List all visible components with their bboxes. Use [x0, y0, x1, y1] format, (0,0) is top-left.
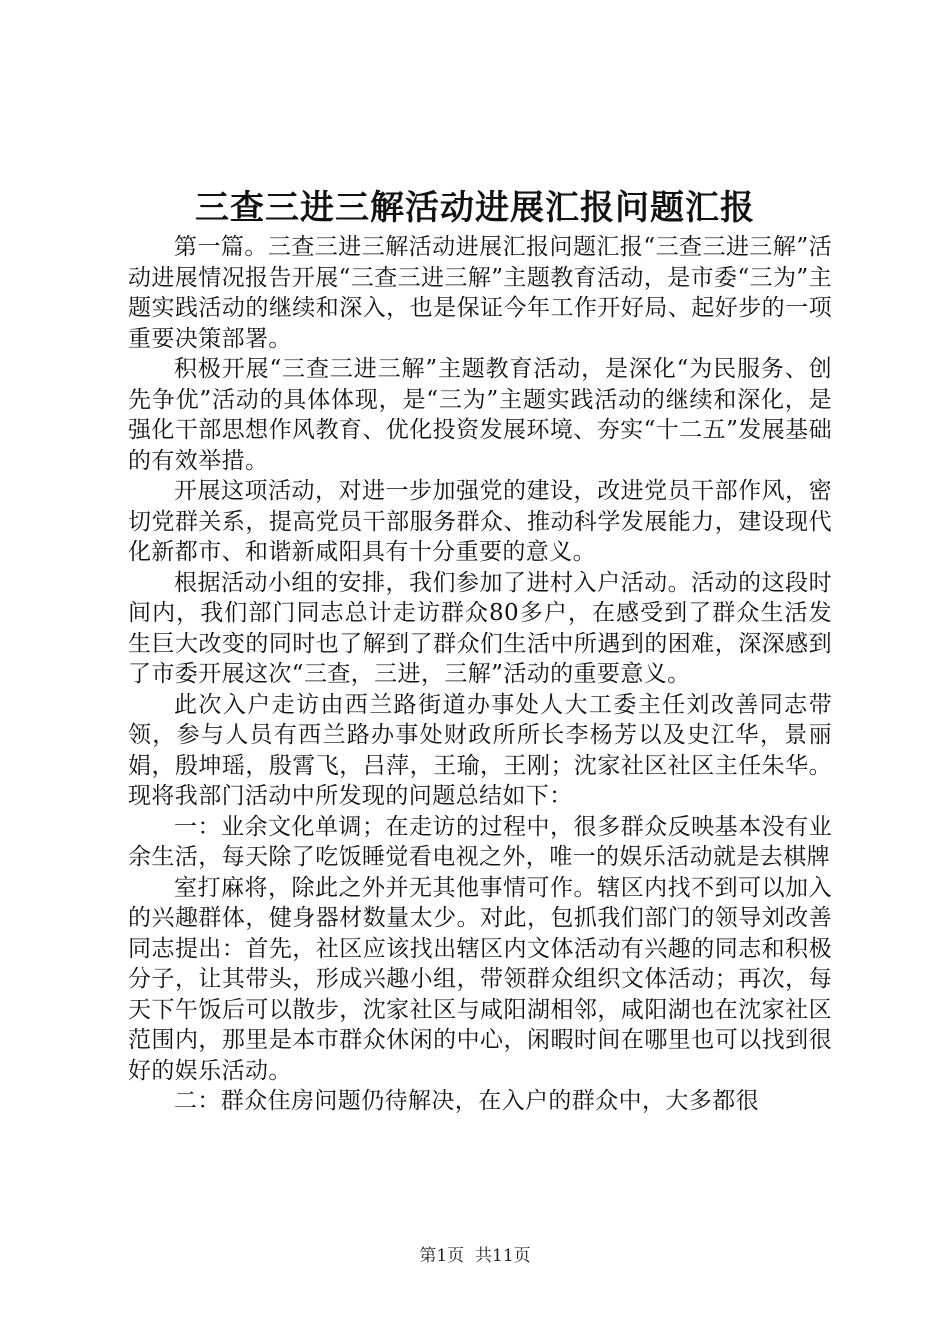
- paragraph: 室打麻将，除此之外并无其他事情可作。辖区内找不到可以加入的兴趣群体，健身器材数量太少。对此，包抓我们部门的领导刘改善同志提出：首先，社区应该找出辖区内文体活动有兴趣的同志和积极分子，让其带头，形成兴趣小组，带领群众组织文体活动；再次，每天下午饭后可以散步，沈家社区与咸阳湖相邻，咸阳湖也在沈家社区范围内，那里是本市群众休闲的中心，闲暇时间在哪里也可以找到很好的娱乐活动。: [128, 874, 832, 1084]
- paragraph: 此次入户走访由西兰路街道办事处人大工委主任刘改善同志带领，参与人员有西兰路办事处财政所所长李杨芳以及史江华，景丽娟，殷坤瑶，殷霄飞，吕萍，王瑜，王刚；沈家社区社区主任朱华。现将我部门活动中所发现的问题总结如下：: [128, 691, 832, 809]
- page-total: 共11页: [475, 1246, 531, 1266]
- paragraph: 第一篇。三查三进三解活动进展汇报问题汇报“三查三进三解”活动进展情况报告开展“三查三进三解”主题教育活动，是市委“三为”主题实践活动的继续和深入，也是保证今年工作开好局、起好步的一项重要决策部署。: [128, 234, 832, 352]
- paragraph: 根据活动小组的安排，我们参加了进村入户活动。活动的这段时间内，我们部门同志总计走访群众80多户，在感受到了群众生活发生巨大改变的同时也了解到了群众们生活中所遇到的困难，深深感到了市委开展这次“三查，三进，三解”活动的重要意义。: [128, 569, 832, 687]
- paragraph: 开展这项活动，对进一步加强党的建设，改进党员干部作风，密切党群关系，提高党员干部服务群众、推动科学发展能力，建设现代化新都市、和谐新咸阳具有十分重要的意义。: [128, 478, 832, 565]
- document-body: [128, 232, 832, 1117]
- paragraph: 一：业余文化单调；在走访的过程中，很多群众反映基本没有业余生活，每天除了吃饭睡觉看电视之外，唯一的娱乐活动就是去棋牌: [128, 813, 832, 870]
- page-number: 第1页: [419, 1246, 465, 1266]
- paragraph: 二：群众住房问题仍待解决，在入户的群众中，大多都很: [174, 1088, 759, 1114]
- paragraph: 积极开展“三查三进三解”主题教育活动，是深化“为民服务、创先争优”活动的具体体现，是“三为”主题实践活动的继续和深化，是强化干部思想作风教育、优化投资发展环境、夯实“十二五”发展基础的有效举措。: [128, 356, 832, 474]
- document-title: 三查三进三解活动进展汇报问题汇报: [195, 188, 755, 228]
- page-footer: [0, 1244, 950, 1268]
